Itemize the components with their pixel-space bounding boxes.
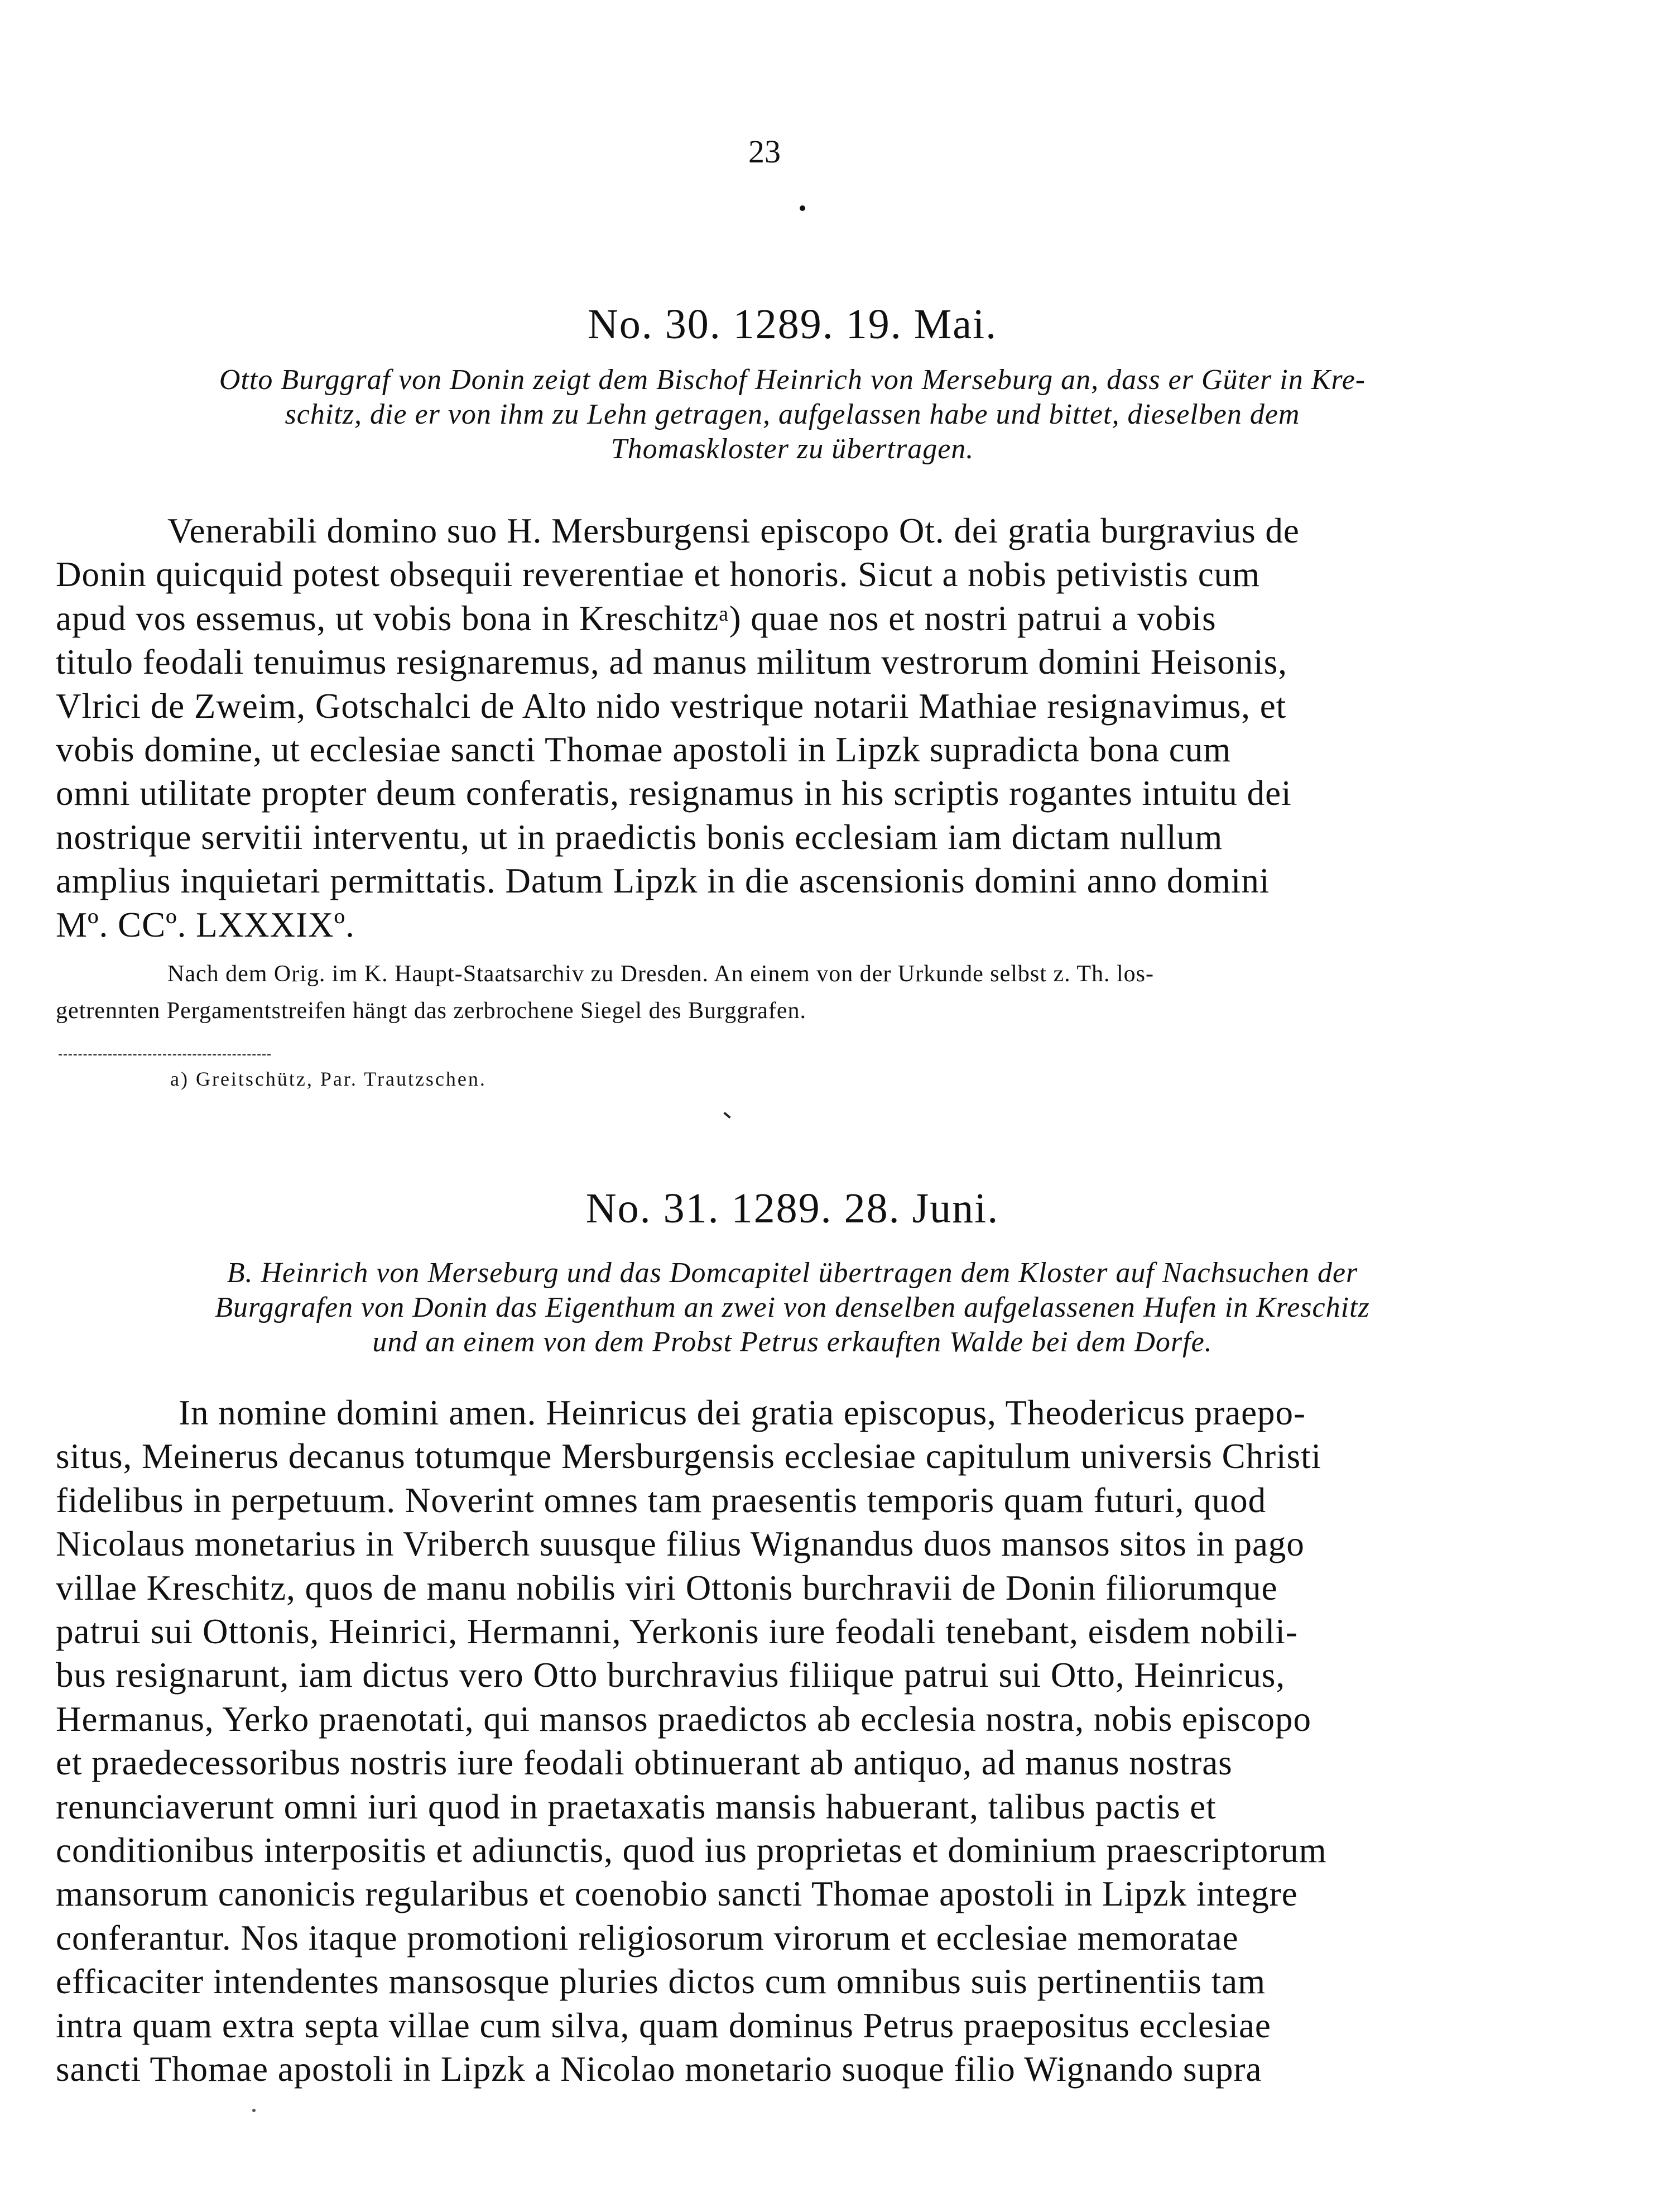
text-line: villae Kreschitz, quos de manu nobilis viri Ottonis burchravii de Donin filiorumque <box>56 1568 1278 1608</box>
text-line: et praedecessoribus nostris iure feodali obtinuerant ab antiquo, ad manus nostras <box>56 1743 1233 1783</box>
footnote-separator <box>59 1054 271 1055</box>
stray-mark <box>723 1112 730 1119</box>
ink-dot <box>800 205 805 211</box>
entry-30-text <box>56 509 1406 947</box>
summary-line: Thomaskloster zu übertragen. <box>610 433 974 465</box>
summary-line: Otto Burggraf von Donin zeigt dem Bischof Heinrich von Merseburg an, dass er Güter in Kre- <box>219 364 1366 396</box>
entry-30-heading: No. 30. 1289. 19. Mai. <box>587 301 998 348</box>
text-line: mansorum canonicis regularibus et coenobio sancti Thomae apostoli in Lipzk integre <box>56 1874 1298 1914</box>
text-line: fidelibus in perpetuum. Noverint omnes tam praesentis temporis quam futuri, quod <box>56 1480 1267 1520</box>
summary-line: Burggrafen von Donin das Eigenthum an zwei von denselben aufgelassenen Hufen in Kreschitz <box>215 1292 1370 1323</box>
footnote: a) Greitschütz, Par. Trautzschen. <box>170 1068 487 1090</box>
text-line: vobis domine, ut ecclesiae sancti Thomae apostoli in Lipzk supradicta bona cum <box>56 730 1232 770</box>
entry-31-summary <box>0 1256 1585 1360</box>
text-line: efficaciter intendentes mansosque pluries dictos cum omnibus suis pertinentiis tam <box>56 1962 1266 2002</box>
text-line: sancti Thomae apostoli in Lipzk a Nicolao monetario suoque filio Wignando supra <box>56 2050 1262 2089</box>
text-line: Mº. CCº. LXXXIXº. <box>56 905 355 944</box>
entry-30-summary <box>0 363 1585 467</box>
summary-line: und an einem von dem Probst Petrus erkauften Walde bei dem Dorfe. <box>372 1326 1213 1358</box>
text-line: Nicolaus monetarius in Vriberch suusque filius Wignandus duos mansos sitos in pago <box>56 1524 1305 1564</box>
entry-30-source-note <box>56 956 1406 1029</box>
text-line: nostrique servitii interventu, ut in praedictis bonis ecclesiam iam dictam nullum <box>56 817 1223 857</box>
text-line: conferantur. Nos itaque promotioni religiosorum virorum et ecclesiae memoratae <box>56 1918 1239 1957</box>
entry-31-heading: No. 31. 1289. 28. Juni. <box>585 1185 999 1232</box>
entry-31-text <box>56 1391 1406 2091</box>
text-line: Donin quicquid potest obsequii reverentiae et honoris. Sicut a nobis petivistis cum <box>56 555 1261 594</box>
text-line: renunciaverunt omni iuri quod in praetaxatis mansis habuerant, talibus pactis et <box>56 1787 1217 1826</box>
summary-line: schitz, die er von ihm zu Lehn getragen, aufgelassen habe und bittet, dieselben dem <box>285 399 1300 430</box>
ink-speck <box>252 2109 256 2112</box>
text-line: Vlrici de Zweim, Gotschalci de Alto nido vestrique notarii Mathiae resignavimus, et <box>56 686 1287 726</box>
note-line: Nach dem Orig. im K. Haupt-Staatsarchiv zu Dresden. An einem von der Urkunde selbst z. Th. los- <box>167 961 1154 987</box>
text-line: situs, Meinerus decanus totumque Mersburgensis ecclesiae capitulum universis Christi <box>56 1437 1322 1476</box>
text-line: patrui sui Ottonis, Heinrici, Hermanni, Yerkonis iure feodali tenebant, eisdem nobili- <box>56 1612 1298 1652</box>
text-line: bus resignarunt, iam dictus vero Otto burchravius filiique patrui sui Otto, Heinricus, <box>56 1656 1286 1695</box>
page-number: 23 <box>748 133 781 170</box>
text-line: titulo feodali tenuimus resignaremus, ad manus militum vestrorum domini Heisonis, <box>56 642 1287 682</box>
text-line: amplius inquietari permittatis. Datum Lipzk in die ascensionis domini anno domini <box>56 861 1270 901</box>
text-line: intra quam extra septa villae cum silva, quam dominus Petrus praepositus ecclesiae <box>56 2005 1271 2045</box>
note-line: getrennten Pergamentstreifen hängt das zerbrochene Siegel des Burggrafen. <box>56 998 806 1024</box>
text-line: conditionibus interpositis et adiunctis, quod ius proprietas et dominium praescriptorum <box>56 1831 1327 1870</box>
text-line: Hermanus, Yerko praenotati, qui mansos praedictos ab ecclesia nostra, nobis episcopo <box>56 1699 1311 1739</box>
text-line: Venerabili domino suo H. Mersburgensi episcopo Ot. dei gratia burgravius de <box>167 511 1300 550</box>
text-line: omni utilitate propter deum conferatis, resignamus in his scriptis rogantes intuitu dei <box>56 774 1292 813</box>
text-line: apud vos essemus, ut vobis bona in Kreschitzᵃ) quae nos et nostri patrui a vobis <box>56 598 1217 638</box>
summary-line: B. Heinrich von Merseburg und das Domcapitel übertragen dem Kloster auf Nachsuchen der <box>227 1257 1358 1289</box>
text-line: In nomine domini amen. Heinricus dei gratia episcopus, Theodericus praepo- <box>179 1393 1306 1432</box>
